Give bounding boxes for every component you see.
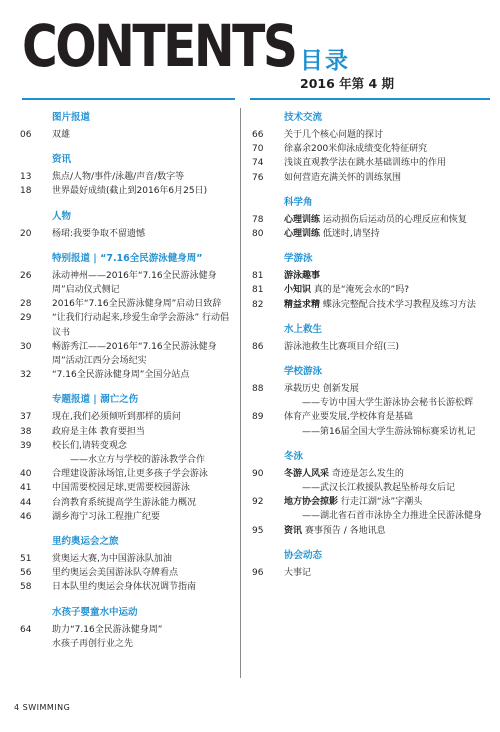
entry-title — [52, 580, 233, 594]
section-heading: 技术交流 — [284, 112, 323, 123]
entry-continuation — [18, 637, 233, 651]
entry-title — [284, 213, 488, 227]
entry-title — [52, 510, 233, 524]
toc-section — [250, 450, 488, 538]
entry-title — [52, 340, 233, 368]
page-number: 20 — [20, 228, 32, 239]
toc-section — [250, 323, 488, 354]
toc-entry[interactable] — [250, 298, 488, 312]
toc-entry[interactable] — [250, 283, 488, 297]
page-number: 96 — [252, 567, 264, 578]
entry-text: 真的是“淹死会水的”吗? — [311, 285, 409, 296]
entry-title — [284, 227, 488, 241]
page-number: 13 — [20, 172, 32, 183]
toc-entry[interactable] — [18, 580, 233, 594]
entry-text: 运动损伤后运动员的心理反应和恢复 — [320, 214, 467, 225]
entry-title — [52, 410, 233, 424]
entry-text: 焦点/人物/事件/泳趣/声音/数字等 — [52, 172, 185, 183]
column-divider — [240, 108, 241, 678]
entry-title — [52, 128, 233, 142]
toc-entry[interactable] — [18, 311, 233, 339]
page-number: 46 — [20, 511, 32, 522]
entry-text: 赏奥运大赛,为中国游泳队加油 — [52, 554, 172, 565]
page-number: 78 — [252, 214, 264, 225]
page-number: 81 — [252, 271, 264, 282]
entry-text: 日本队里约奥运会身体状况调节指南 — [52, 582, 197, 593]
entry-column-label: 游泳趣事 — [284, 271, 321, 282]
entry-title — [284, 128, 488, 142]
entry-title — [52, 439, 233, 453]
toc-entry[interactable] — [250, 269, 488, 283]
toc-entry[interactable] — [18, 340, 233, 368]
page-number: 56 — [20, 568, 32, 579]
entry-text: 双雄 — [52, 130, 71, 140]
toc-section — [18, 153, 233, 198]
toc-section — [250, 549, 488, 580]
entry-text: 里约奥运会美国游泳队夺牌看点 — [52, 568, 179, 579]
entry-text: 水孩子再创行业之先 — [52, 638, 134, 649]
page-number: 70 — [252, 144, 264, 155]
entry-title — [52, 566, 233, 580]
section-heading: 专题报道 | 溺亡之伤 — [52, 394, 139, 406]
right-column — [250, 100, 488, 580]
entry-title — [52, 623, 233, 637]
page-number: 41 — [20, 483, 32, 494]
toc-section — [250, 196, 488, 241]
entry-column-label: 小知识 — [284, 285, 312, 296]
entry-text: 台湾教育系统提高学生游泳能力概况 — [52, 497, 197, 508]
entry-column-label: 冬游人风采 — [284, 468, 330, 479]
entry-title — [284, 269, 488, 283]
page-number: 58 — [20, 582, 32, 593]
entry-column-label: 资讯 — [284, 525, 303, 536]
entry-text: 行走江湖“泳”字潮头 — [338, 497, 423, 508]
page-number: 40 — [20, 469, 32, 480]
toc-section — [18, 111, 233, 142]
toc-entry[interactable] — [250, 340, 488, 354]
section-heading: 图片报道 — [52, 112, 91, 123]
entry-text: 浅谈直观教学法在跳水基础训练中的作用 — [284, 158, 447, 169]
entry-text: 奇迹是怎么发生的 — [329, 468, 404, 479]
entry-title — [284, 382, 488, 396]
issue-number: 2016 年第 4 期 — [300, 76, 395, 91]
toc-entry[interactable] — [18, 368, 233, 382]
entry-text: 体育产业要发展,学校体育是基础 — [284, 412, 413, 423]
toc-entry[interactable] — [250, 467, 488, 481]
entry-text: 泳动神州——2016年“7.16全民游泳健身周”启动仪式侧记 — [52, 270, 217, 296]
page-number: 95 — [252, 525, 264, 536]
entry-text: 湖乡海宁习泳工程推广纪要 — [52, 511, 161, 522]
entry-title — [284, 283, 488, 297]
toc-entry[interactable] — [18, 510, 233, 524]
entry-text: 大事记 — [284, 567, 312, 578]
entry-text: 助力“7.16全民游泳健身周” — [52, 624, 163, 635]
entry-title — [284, 410, 488, 424]
toc-entry[interactable] — [18, 467, 233, 481]
entry-title — [52, 496, 233, 510]
toc-section — [18, 393, 233, 524]
toc-entry[interactable] — [250, 495, 488, 509]
toc-section — [18, 535, 233, 595]
section-heading: 协会动态 — [284, 549, 323, 561]
toc-entry[interactable] — [18, 496, 233, 510]
entry-column-label: 心理训练 — [284, 229, 321, 240]
masthead — [0, 0, 500, 100]
page-number: 74 — [252, 158, 264, 169]
page-number: 28 — [20, 299, 32, 310]
page-number: 64 — [20, 624, 32, 635]
section-heading: 人物 — [52, 210, 72, 222]
toc-entry[interactable] — [18, 425, 233, 439]
toc-section — [18, 606, 233, 651]
page-number: 51 — [20, 554, 32, 565]
entry-text: 徐嘉余200米仰泳成绩变化特征研究 — [284, 144, 428, 155]
toc-section — [250, 252, 488, 312]
entry-text: 如何营造充满关怀的训练氛围 — [284, 172, 402, 183]
entry-text: “7.16全民游泳健身周”全国分站点 — [52, 370, 190, 381]
entry-title — [284, 495, 488, 509]
toc-section — [250, 111, 488, 185]
entry-column-label: 地方协会掠影 — [284, 497, 339, 508]
entry-title — [52, 311, 233, 339]
page-number: 29 — [20, 313, 32, 324]
section-heading: 冬泳 — [284, 450, 304, 462]
toc-entry[interactable] — [18, 227, 233, 241]
contents-title: CONTENTS — [22, 12, 296, 80]
entry-text: 政府是主体 教育要担当 — [52, 426, 145, 437]
toc-entry[interactable] — [18, 297, 233, 311]
toc-entry[interactable] — [18, 481, 233, 495]
chinese-title: 目录 — [300, 48, 350, 74]
page-number: 38 — [20, 426, 32, 437]
entry-title — [52, 184, 233, 198]
entry-title — [52, 227, 233, 241]
entry-title — [52, 269, 233, 297]
page-number: 90 — [252, 468, 264, 479]
page-number: 76 — [252, 172, 264, 183]
entry-text: 校长们,请转变观念 — [52, 440, 127, 451]
entry-title — [284, 524, 488, 538]
entry-text: 关于几个核心问题的探讨 — [284, 130, 384, 140]
section-heading: 水孩子婴童水中运动 — [52, 606, 138, 618]
entry-text: 世界最好成绩(截止到2016年6月25日) — [52, 186, 208, 197]
entry-title — [52, 170, 233, 184]
toc-entry[interactable] — [18, 184, 233, 198]
toc-entry[interactable] — [250, 410, 488, 424]
section-heading: 学游泳 — [284, 253, 313, 265]
page-number: 81 — [252, 285, 264, 296]
toc-entry[interactable] — [250, 213, 488, 227]
toc-entry[interactable] — [18, 269, 233, 297]
entry-title — [284, 340, 488, 354]
section-heading: 里约奥运会之旅 — [52, 536, 119, 548]
entry-text: 合理建设游泳场馆,让更多孩子学会游泳 — [52, 469, 208, 480]
page-number: 89 — [252, 412, 264, 423]
entry-subtitle: ——第16届全国大学生游泳锦标赛采访札记 — [302, 426, 476, 437]
page-number: 32 — [20, 370, 32, 381]
entry-text: 现在,我们必须倾听到那样的质问 — [52, 412, 181, 423]
toc-entry[interactable] — [18, 566, 233, 580]
page-number: 39 — [20, 440, 32, 451]
toc-entry[interactable] — [18, 128, 233, 142]
left-column — [18, 100, 233, 651]
entry-title — [52, 552, 233, 566]
toc-entry[interactable] — [18, 623, 233, 637]
page-number: 80 — [252, 229, 264, 240]
section-heading: 水上救生 — [284, 323, 323, 335]
page-number: 37 — [20, 412, 32, 423]
toc-section — [18, 252, 233, 383]
toc-entry[interactable] — [250, 382, 488, 396]
page-footer: 4 SWIMMING — [14, 703, 71, 712]
entry-title — [284, 156, 488, 170]
entry-text: “让我们行动起来,珍爱生命学会游泳” 行动倡议书 — [52, 313, 230, 338]
entry-title — [284, 467, 488, 481]
entry-title — [284, 142, 488, 156]
toc-entry[interactable] — [250, 142, 488, 156]
toc-entry[interactable] — [250, 524, 488, 538]
toc-section — [18, 210, 233, 241]
page-number: 44 — [20, 497, 32, 508]
toc-entry[interactable] — [18, 552, 233, 566]
entry-text: 畅游秀江——2016年“7.16全民游泳健身周”活动江西分会场纪实 — [52, 341, 217, 367]
toc-entry[interactable] — [250, 171, 488, 185]
entry-text: 赛事预告 / 各地讯息 — [302, 525, 386, 536]
page-number: 66 — [252, 130, 264, 140]
toc-entry[interactable] — [250, 128, 488, 142]
page-number: 82 — [252, 299, 264, 310]
entry-title — [284, 298, 488, 312]
section-heading: 学校游泳 — [284, 366, 323, 378]
section-heading: 资讯 — [52, 154, 72, 166]
section-heading: 科学角 — [284, 196, 313, 208]
page-number: 30 — [20, 341, 32, 352]
entry-column-label: 精益求精 — [284, 299, 321, 310]
entry-text: 低迷时,请坚持 — [320, 229, 380, 240]
entry-title — [52, 481, 233, 495]
page-number: 88 — [252, 384, 264, 395]
entry-text: 中国需要校园足球,更需要校园游泳 — [52, 483, 190, 494]
entry-text: 杨珺:我要争取不留遗憾 — [52, 228, 146, 239]
toc-entry[interactable] — [250, 227, 488, 241]
page-number: 18 — [20, 186, 32, 197]
entry-column-label: 心理训练 — [284, 214, 321, 225]
entry-title — [52, 368, 233, 382]
toc-entry[interactable] — [250, 566, 488, 580]
toc-entry[interactable] — [250, 156, 488, 170]
entry-title — [52, 297, 233, 311]
entry-subtitle: ——水立方与学校的游泳教学合作 — [70, 455, 206, 466]
entry-text: 蝶泳完整配合技术学习教程及练习方法 — [320, 299, 476, 310]
page-number: 26 — [20, 270, 32, 281]
toc-entry[interactable] — [18, 410, 233, 424]
page-number: 92 — [252, 497, 264, 508]
page-number: 86 — [252, 341, 264, 352]
toc-section — [250, 365, 488, 439]
page-number: 06 — [20, 130, 32, 140]
entry-text: 游泳池救生比赛项目介绍(三) — [284, 341, 400, 352]
entry-subtitle: ——专访中国大学生游泳协会秘书长游松辉 — [302, 398, 474, 409]
entry-subtitle: ——武汉长江救援队教起坠桥母女后记 — [302, 483, 456, 494]
entry-subtitle: ——湖北省石首市泳协全力推进全民游泳健身 — [302, 511, 483, 522]
section-heading: 特别报道 | “7.16全民游泳健身周” — [52, 252, 203, 264]
entry-text: 承载历史 创新发展 — [284, 384, 359, 395]
entry-title — [284, 566, 488, 580]
toc-entry[interactable] — [18, 170, 233, 184]
entry-text: 2016年“7.16全民游泳健身周”启动日致辞 — [52, 299, 222, 310]
toc-entry[interactable] — [18, 439, 233, 453]
entry-title — [52, 467, 233, 481]
entry-title — [284, 171, 488, 185]
entry-title — [52, 425, 233, 439]
